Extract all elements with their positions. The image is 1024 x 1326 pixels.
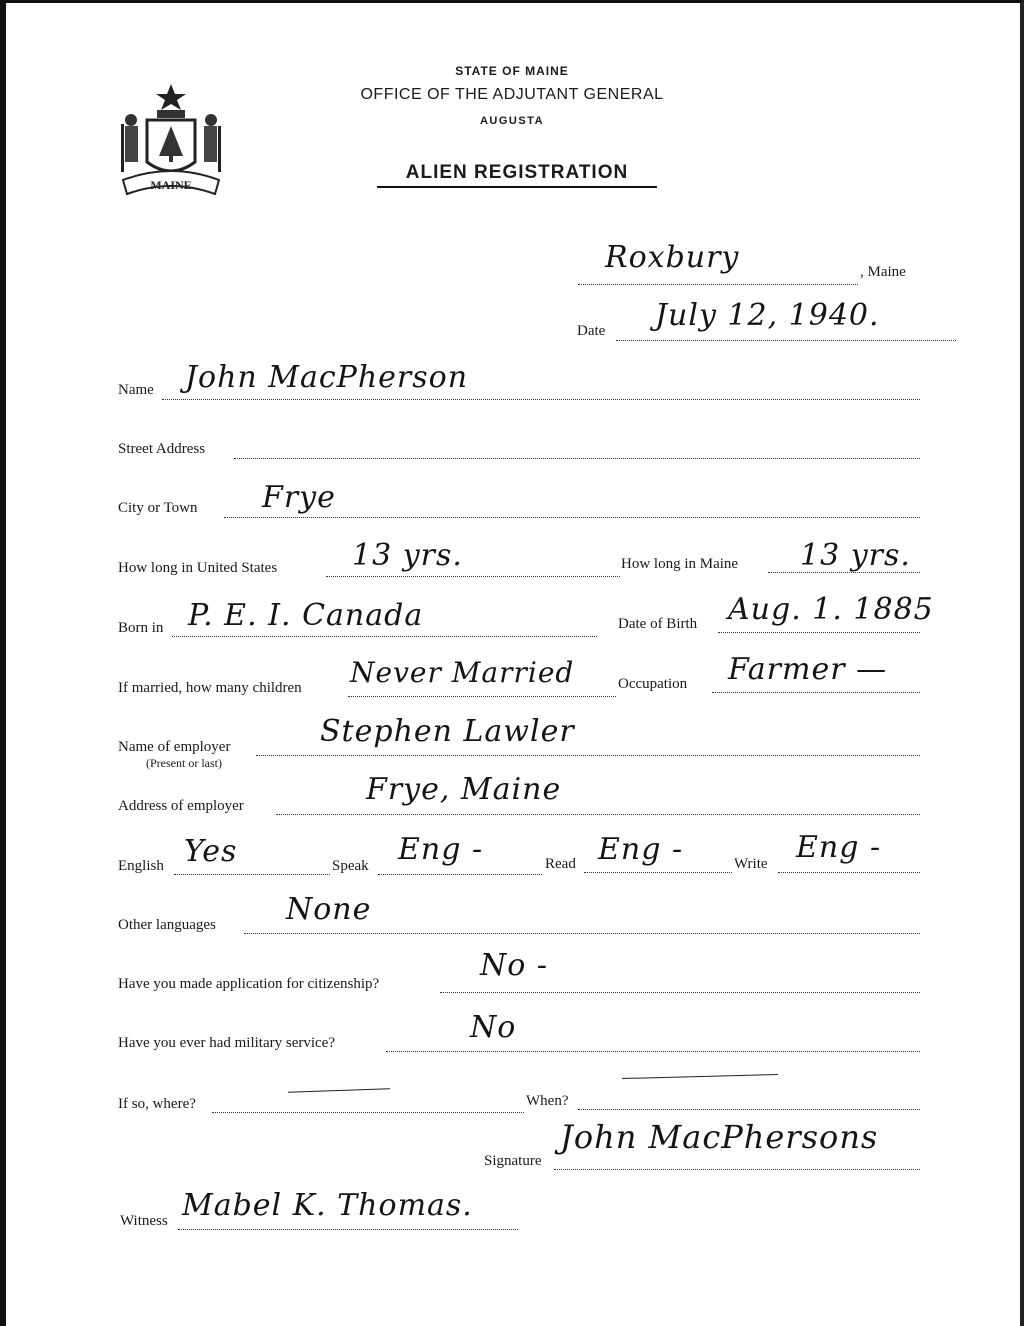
born-in-label: Born in <box>118 620 164 636</box>
city-or-town-field-line <box>224 517 920 518</box>
street-address-field-line <box>234 458 920 459</box>
other-languages-label: Other languages <box>118 917 216 933</box>
other-languages-value: None <box>286 892 372 927</box>
occupation-value: Farmer — <box>728 652 888 687</box>
speak-field-line <box>378 874 542 875</box>
born-in-value: P. E. I. Canada <box>188 598 424 633</box>
other-languages-field-line <box>244 933 920 934</box>
if-so-where-field-line <box>212 1112 524 1113</box>
when-field-line <box>578 1109 920 1110</box>
born-in-field-line <box>172 636 597 637</box>
signature-value: John MacPhersons <box>560 1118 879 1156</box>
how-long-us-value: 13 yrs. <box>352 538 463 573</box>
city-heading: AUGUSTA <box>479 115 545 127</box>
military-field-line <box>386 1051 920 1052</box>
occupation-field-line <box>712 692 920 693</box>
city-or-town-label: City or Town <box>118 500 198 516</box>
military-value: No <box>470 1010 517 1045</box>
signature-field-line <box>554 1169 920 1170</box>
office-heading: OFFICE OF THE ADJUTANT GENERAL <box>360 86 664 103</box>
how-long-maine-value: 13 yrs. <box>800 538 911 573</box>
read-label: Read <box>545 856 576 872</box>
citizenship-value: No - <box>480 948 548 983</box>
how-long-us-label: How long in United States <box>118 560 278 576</box>
date-value: July 12, 1940. <box>655 298 880 333</box>
signature-label: Signature <box>484 1153 542 1169</box>
write-label: Write <box>734 856 768 872</box>
seal-banner-text: MAINE <box>150 178 192 192</box>
form-title: ALIEN REGISTRATION <box>377 162 657 188</box>
name-of-employer-field-line <box>256 755 920 756</box>
town-field-line <box>578 284 858 285</box>
when-label: When? <box>526 1093 569 1109</box>
speak-value: Eng - <box>398 832 484 867</box>
address-of-employer-value: Frye, Maine <box>366 772 562 807</box>
speak-label: Speak <box>332 858 369 874</box>
write-field-line <box>778 872 920 873</box>
name-of-employer-value: Stephen Lawler <box>320 714 575 749</box>
town-value: Roxbury <box>605 240 740 275</box>
if-married-label: If married, how many children <box>118 680 302 696</box>
address-of-employer-field-line <box>276 814 920 815</box>
name-label: Name <box>118 382 154 398</box>
date-label: Date <box>577 323 606 339</box>
citizenship-label: Have you made application for citizenship? <box>118 976 380 992</box>
how-long-us-field-line <box>326 576 620 577</box>
english-label: English <box>118 858 164 874</box>
read-value: Eng - <box>598 832 684 867</box>
date-field-line <box>616 340 956 341</box>
date-of-birth-value: Aug. 1. 1885 <box>728 592 934 627</box>
occupation-label: Occupation <box>618 676 688 692</box>
english-field-line <box>174 874 330 875</box>
date-of-birth-label: Date of Birth <box>618 616 698 632</box>
witness-value: Mabel K. Thomas. <box>182 1188 473 1223</box>
witness-field-line <box>178 1229 518 1230</box>
date-of-birth-field-line <box>718 632 920 633</box>
read-field-line <box>584 872 732 873</box>
street-address-label: Street Address <box>118 441 206 457</box>
if-so-where-label: If so, where? <box>118 1096 196 1112</box>
name-field-line <box>162 399 920 400</box>
present-or-last-label: (Present or last) <box>146 756 222 770</box>
maine-label: , Maine <box>860 264 906 280</box>
witness-label: Witness <box>120 1213 168 1229</box>
name-value: John MacPherson <box>185 360 469 395</box>
military-label: Have you ever had military service? <box>118 1035 335 1051</box>
english-value: Yes <box>184 834 238 869</box>
name-of-employer-label: Name of employer <box>118 739 231 755</box>
write-value: Eng - <box>796 830 882 865</box>
if-married-value: Never Married <box>350 656 575 689</box>
how-long-maine-label: How long in Maine <box>621 556 739 572</box>
address-of-employer-label: Address of employer <box>118 798 244 814</box>
city-or-town-value: Frye <box>262 480 336 515</box>
if-married-field-line <box>348 696 616 697</box>
citizenship-field-line <box>440 992 920 993</box>
state-heading: STATE OF MAINE <box>455 64 569 78</box>
